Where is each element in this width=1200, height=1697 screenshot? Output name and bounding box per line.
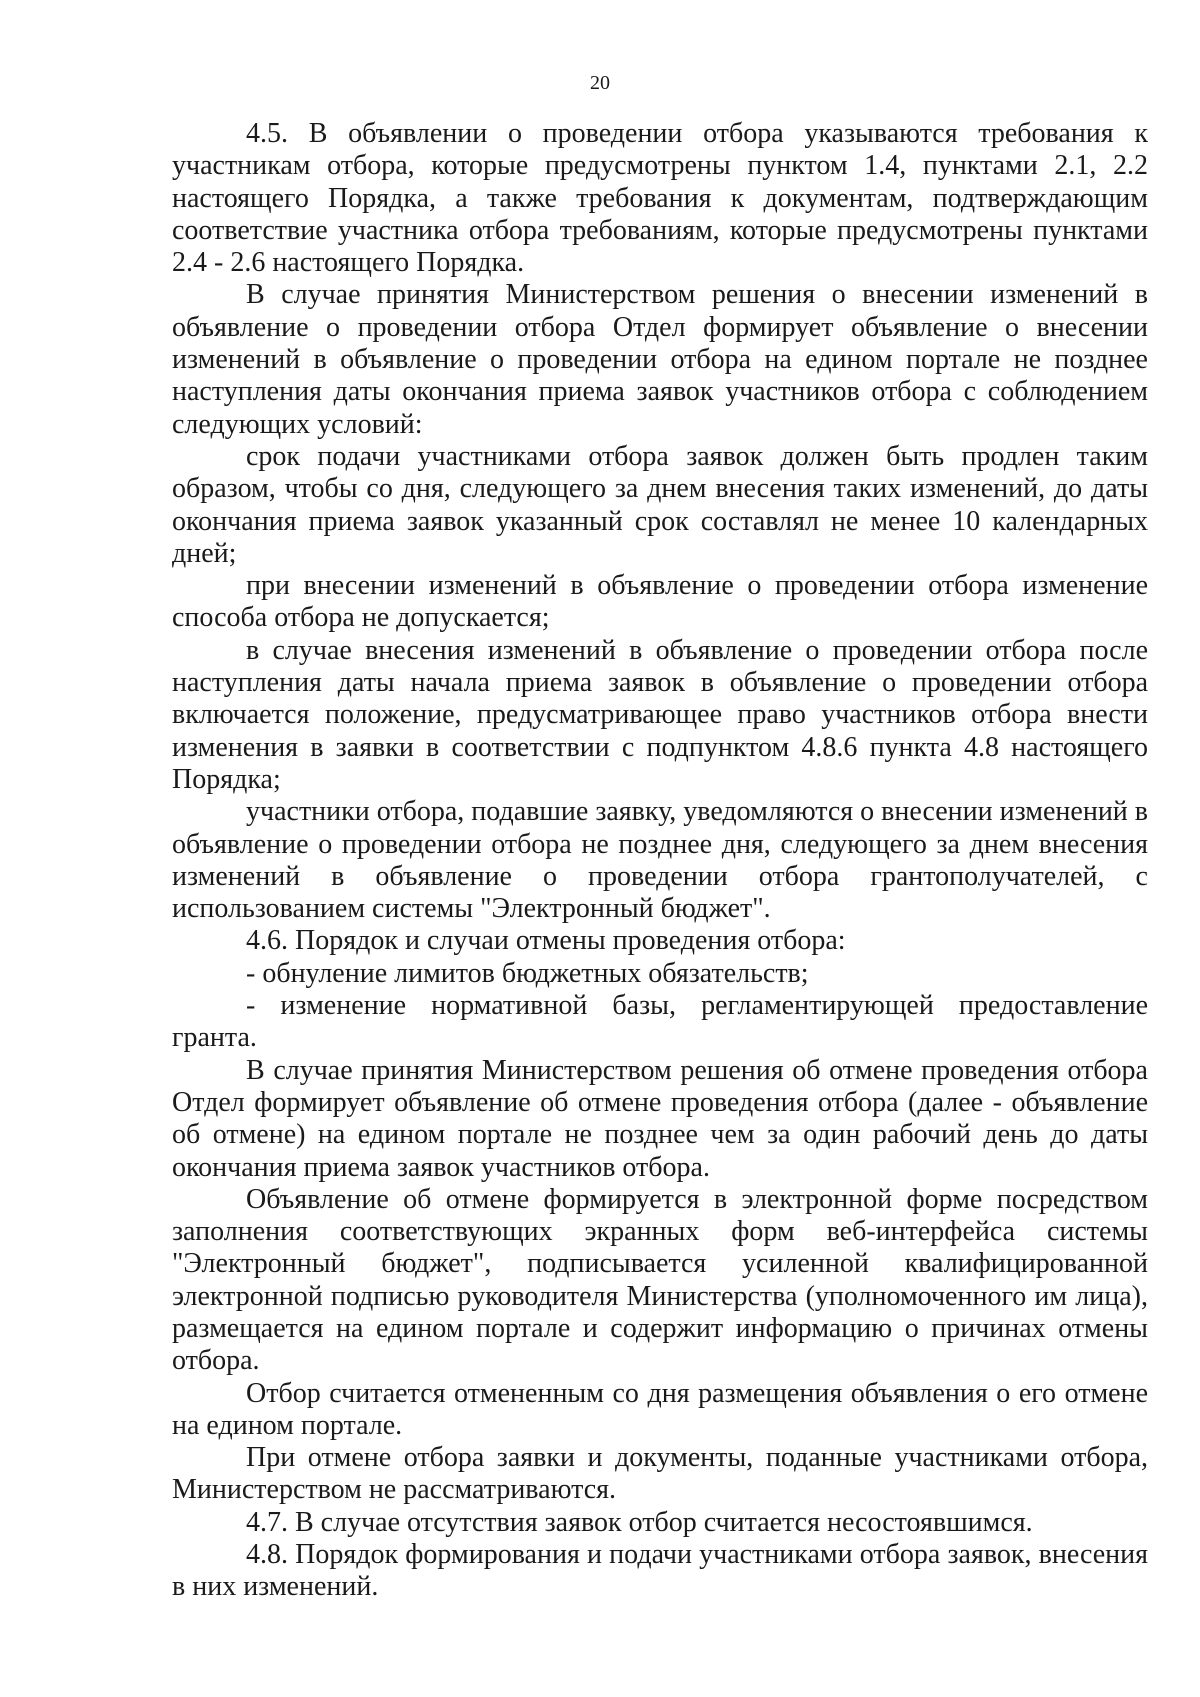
paragraph-4-8: 4.8. Порядок формирования и подачи участниками отбора заявок, внесения в них изменений.	[172, 1539, 1148, 1603]
paragraph-cancel-reason-limits: - обнуление лимитов бюджетных обязательств;	[246, 957, 809, 989]
paragraph-4-5: 4.5. В объявлении о проведении отбора указываются требования к участникам отбора, которые предусмотрены пунктом 1.4, пунктами 2.1, 2.2 настоящего Порядка, а также требования к документам, подтверждающим соответствие участника отбора требованиям, которые предусмотрены пунктами 2.4 - 2.6 настоящего Порядка.	[172, 118, 1148, 279]
document-body	[172, 118, 1148, 1604]
paragraph-cancel-decision: В случае принятия Министерством решения об отмене проведения отбора Отдел формирует объявление об отмене проведения отбора (далее - объявление об отмене) на едином портале не позднее чем за один рабочий день до даты окончания приема заявок участников отбора.	[172, 1054, 1148, 1183]
paragraph-cancel-announcement-form: Объявление об отмене формируется в электронной форме посредством заполнения соответствующих экранных форм веб-интерфейса системы "Электронный бюджет", подписывается усиленной квалифицированной электронной подписью руководителя Министерства (уполномоченного им лица), размещается на едином портале и содержит информацию о причинах отмены отбора.	[172, 1183, 1148, 1377]
paragraph-4-6: 4.6. Порядок и случаи отмены проведения отбора:	[246, 925, 846, 957]
paragraph-condition-method: при внесении изменений в объявление о проведении отбора изменение способа отбора не допускается;	[172, 570, 1148, 634]
paragraph-changes-announcement: В случае принятия Министерством решения о внесении изменений в объявление о проведении отбора Отдел формирует объявление о внесении изменений в объявление о проведении отбора на едином портале не позднее наступления даты окончания приема заявок участников отбора с соблюдением следующих условий:	[172, 279, 1148, 440]
paragraph-condition-notification: участники отбора, подавшие заявку, уведомляются о внесении изменений в объявление о проведении отбора не позднее дня, следующего за днем внесения изменений в объявление о проведении отбора грантополучателей, с использованием системы "Электронный бюджет".	[172, 796, 1149, 925]
paragraph-cancel-effective: Отбор считается отмененным со дня размещения объявления о его отмене на едином портале.	[172, 1377, 1148, 1441]
paragraph-condition-deadline: срок подачи участниками отбора заявок должен быть продлен таким образом, чтобы со дня, следующего за днем внесения таких изменений, до даты окончания приема заявок указанный срок составлял не менее 10 календарных дней;	[172, 440, 1148, 569]
paragraph-cancel-applications: При отмене отбора заявки и документы, поданные участниками отбора, Министерством не рассматриваются.	[172, 1442, 1148, 1506]
paragraph-condition-after-start: в случае внесения изменений в объявление о проведении отбора после наступления даты начала приема заявок в объявление о проведении отбора включается положение, предусматривающее право участников отбора внести изменения в заявки в соответствии с подпунктом 4.8.6 пункта 4.8 настоящего Порядка;	[172, 634, 1148, 795]
paragraph-cancel-reason-regulation: - изменение нормативной базы, регламентирующей предоставление гранта.	[172, 990, 1148, 1054]
paragraph-4-7: 4.7. В случае отсутствия заявок отбор считается несостоявшимся.	[246, 1506, 1033, 1538]
page-number: 20	[590, 72, 610, 94]
